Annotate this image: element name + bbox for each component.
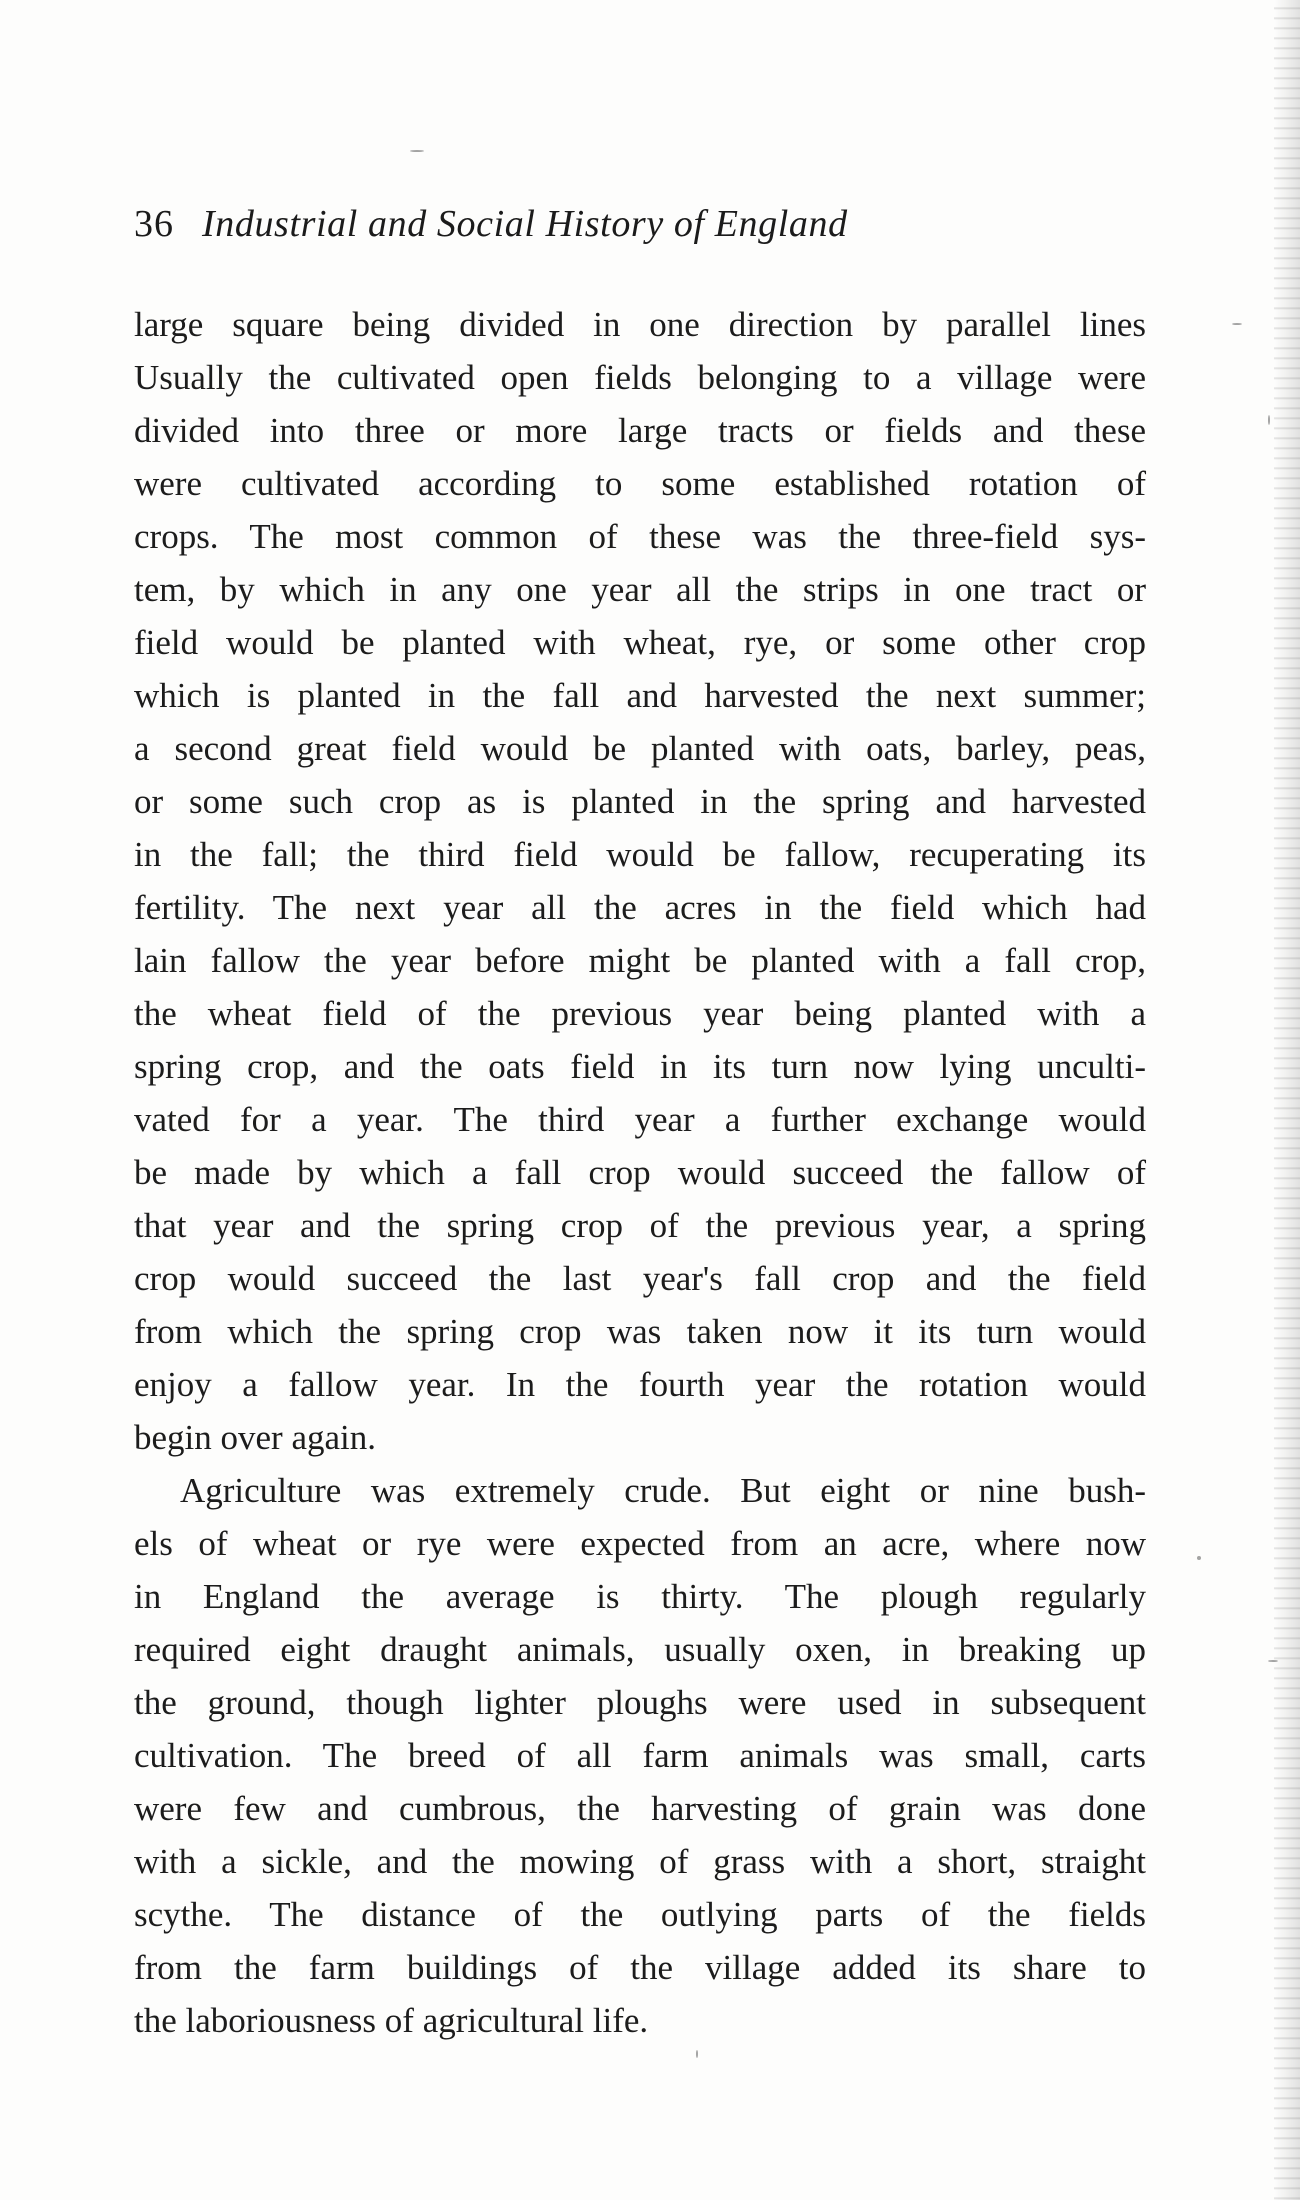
page-number: 36	[134, 203, 174, 245]
text-line: or some such crop as is planted in the spring and harvested	[134, 782, 1146, 821]
text-line: in the fall; the third field would be fallow, recuperating its	[134, 835, 1146, 874]
text-line: be made by which a fall crop would succeed the fallow of	[134, 1153, 1146, 1192]
text-line: fertility. The next year all the acres in the field which had	[134, 888, 1146, 927]
text-line: crops. The most common of these was the three-field sys-	[134, 517, 1146, 556]
text-line: the wheat field of the previous year being planted with a	[134, 994, 1146, 1033]
text-line: the ground, though lighter ploughs were used in subsequent	[134, 1683, 1146, 1722]
text-line: Usually the cultivated open fields belonging to a village were	[134, 358, 1146, 397]
text-line: were few and cumbrous, the harvesting of grain was done	[134, 1789, 1146, 1828]
running-head: Industrial and Social History of England	[202, 203, 848, 245]
paragraph-2	[134, 1464, 1146, 2047]
text-line: in England the average is thirty. The plough regularly	[134, 1577, 1146, 1616]
text-line: crop would succeed the last year's fall crop and the field	[134, 1259, 1146, 1298]
text-line: tem, by which in any one year all the strips in one tract or	[134, 570, 1146, 609]
body-text	[134, 298, 1146, 2047]
text-line: els of wheat or rye were expected from an acre, where now	[134, 1524, 1146, 1563]
paragraph-1	[134, 298, 1146, 1464]
text-line: spring crop, and the oats field in its turn now lying unculti-	[134, 1047, 1146, 1086]
text-line: that year and the spring crop of the previous year, a spring	[134, 1206, 1146, 1245]
text-line: enjoy a fallow year. In the fourth year the rotation would	[134, 1365, 1146, 1404]
text-line: lain fallow the year before might be planted with a fall crop,	[134, 941, 1146, 980]
text-line: vated for a year. The third year a further exchange would	[134, 1100, 1146, 1139]
text-line: divided into three or more large tracts or fields and these	[134, 411, 1146, 450]
text-line: from which the spring crop was taken now it its turn would	[134, 1312, 1146, 1351]
text-line: cultivation. The breed of all farm animals was small, carts	[134, 1736, 1146, 1775]
scanned-page-edge	[1274, 0, 1300, 2200]
scan-speck	[410, 150, 424, 152]
scan-speck	[1197, 1556, 1201, 1560]
text-line: begin over again.	[134, 1418, 376, 1457]
scan-speck	[696, 2050, 698, 2058]
text-line: a second great field would be planted with oats, barley, peas,	[134, 729, 1146, 768]
text-line: required eight draught animals, usually oxen, in breaking up	[134, 1630, 1146, 1669]
text-line: field would be planted with wheat, rye, or some other crop	[134, 623, 1146, 662]
text-line: were cultivated according to some established rotation of	[134, 464, 1146, 503]
scan-speck	[1268, 1660, 1278, 1662]
text-line: large square being divided in one direction by parallel lines	[134, 305, 1146, 344]
text-line: the laboriousness of agricultural life.	[134, 2001, 649, 2040]
scan-speck	[1232, 323, 1242, 325]
text-line: scythe. The distance of the outlying parts of the fields	[134, 1895, 1146, 1934]
text-line: which is planted in the fall and harvested the next summer;	[134, 676, 1146, 715]
text-line: from the farm buildings of the village added its share to	[134, 1948, 1146, 1987]
text-line: Agriculture was extremely crude. But eight or nine bush-	[180, 1471, 1146, 1510]
text-line: with a sickle, and the mowing of grass with a short, straight	[134, 1842, 1146, 1881]
page-header	[134, 202, 1154, 264]
scan-speck	[1268, 415, 1270, 425]
